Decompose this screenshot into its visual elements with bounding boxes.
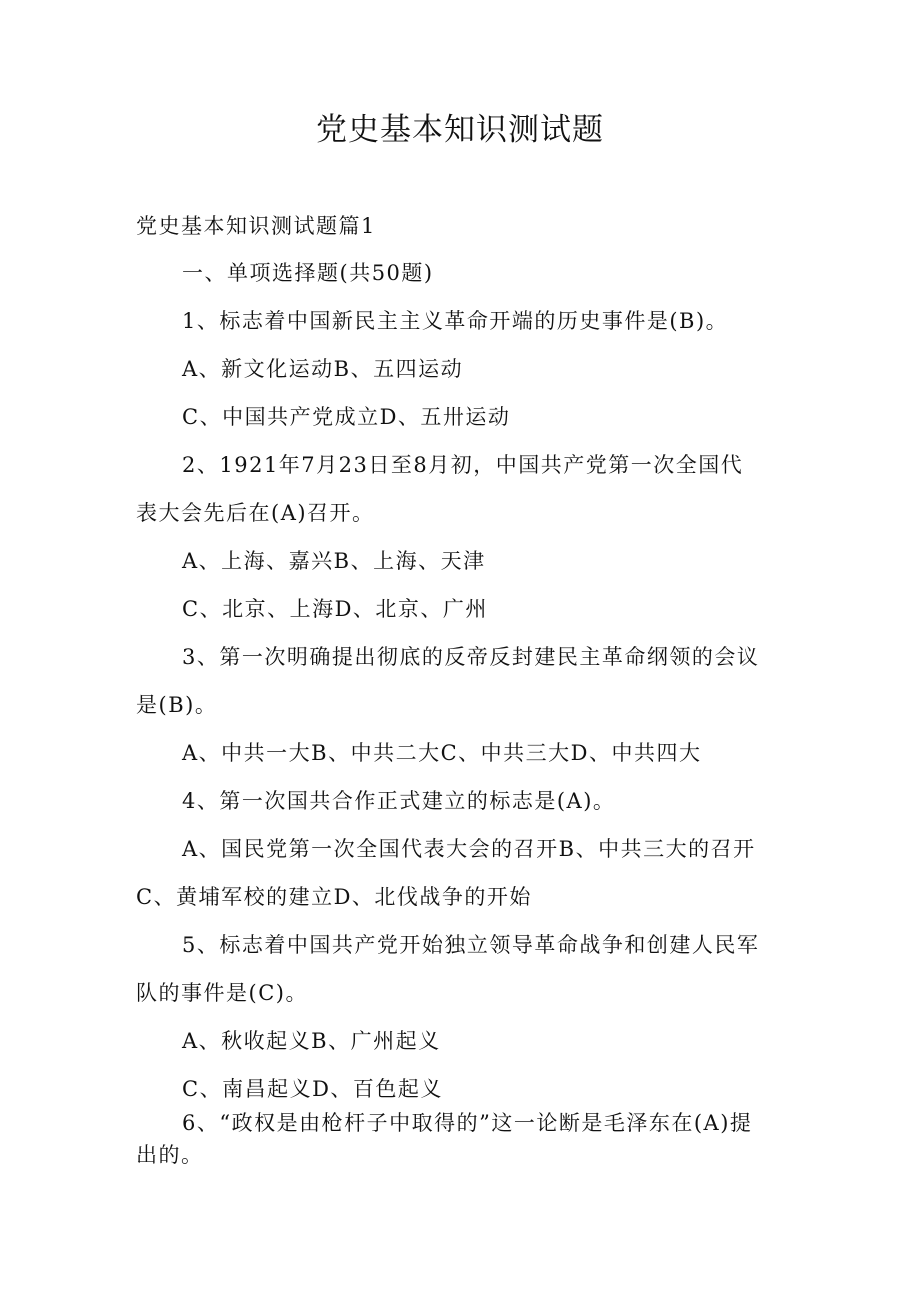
question-type-heading: 一、单项选择题(共50题) (182, 261, 434, 285)
question-5-line-1: 5、标志着中国共产党开始独立领导革命战争和创建人民军 (182, 933, 760, 957)
question-5-options-a-b: A、秋收起义B、广州起义 (182, 1029, 441, 1053)
question-1: 1、标志着中国新民主主义革命开端的历史事件是(B)。 (182, 309, 729, 333)
section-heading: 党史基本知识测试题篇1 (136, 214, 376, 238)
question-5-options-c-d: C、南昌起义D、百色起义 (182, 1077, 443, 1101)
question-2-options-c-d: C、北京、上海D、北京、广州 (182, 597, 488, 621)
question-4-options-c-d: C、黄埔军校的建立D、北伐战争的开始 (136, 885, 532, 909)
question-4: 4、第一次国共合作正式建立的标志是(A)。 (182, 789, 616, 813)
question-3-line-1: 3、第一次明确提出彻底的反帝反封建民主革命纲领的会议 (182, 645, 760, 669)
question-2-line-2: 表大会先后在(A)召开。 (136, 501, 375, 525)
question-2-options-a-b: A、上海、嘉兴B、上海、天津 (182, 549, 486, 573)
question-1-options-a-b: A、新文化运动B、五四运动 (182, 357, 464, 381)
question-2-line-1: 2、1921年7月23日至8月初，中国共产党第一次全国代 (182, 453, 744, 477)
question-6-line-1: 6、“政权是由枪杆子中取得的”这一论断是毛泽东在(A)提 (182, 1111, 753, 1135)
question-6-line-2: 出的。 (136, 1143, 204, 1167)
document-title: 党史基本知识测试题 (316, 112, 604, 148)
question-4-options-a-b: A、国民党第一次全国代表大会的召开B、中共三大的召开 (182, 837, 756, 861)
question-5-line-2: 队的事件是(C)。 (136, 981, 308, 1005)
question-3-options: A、中共一大B、中共二大C、中共三大D、中共四大 (182, 741, 702, 765)
question-1-options-c-d: C、中国共产党成立D、五卅运动 (182, 405, 511, 429)
question-3-line-2: 是(B)。 (136, 693, 218, 717)
